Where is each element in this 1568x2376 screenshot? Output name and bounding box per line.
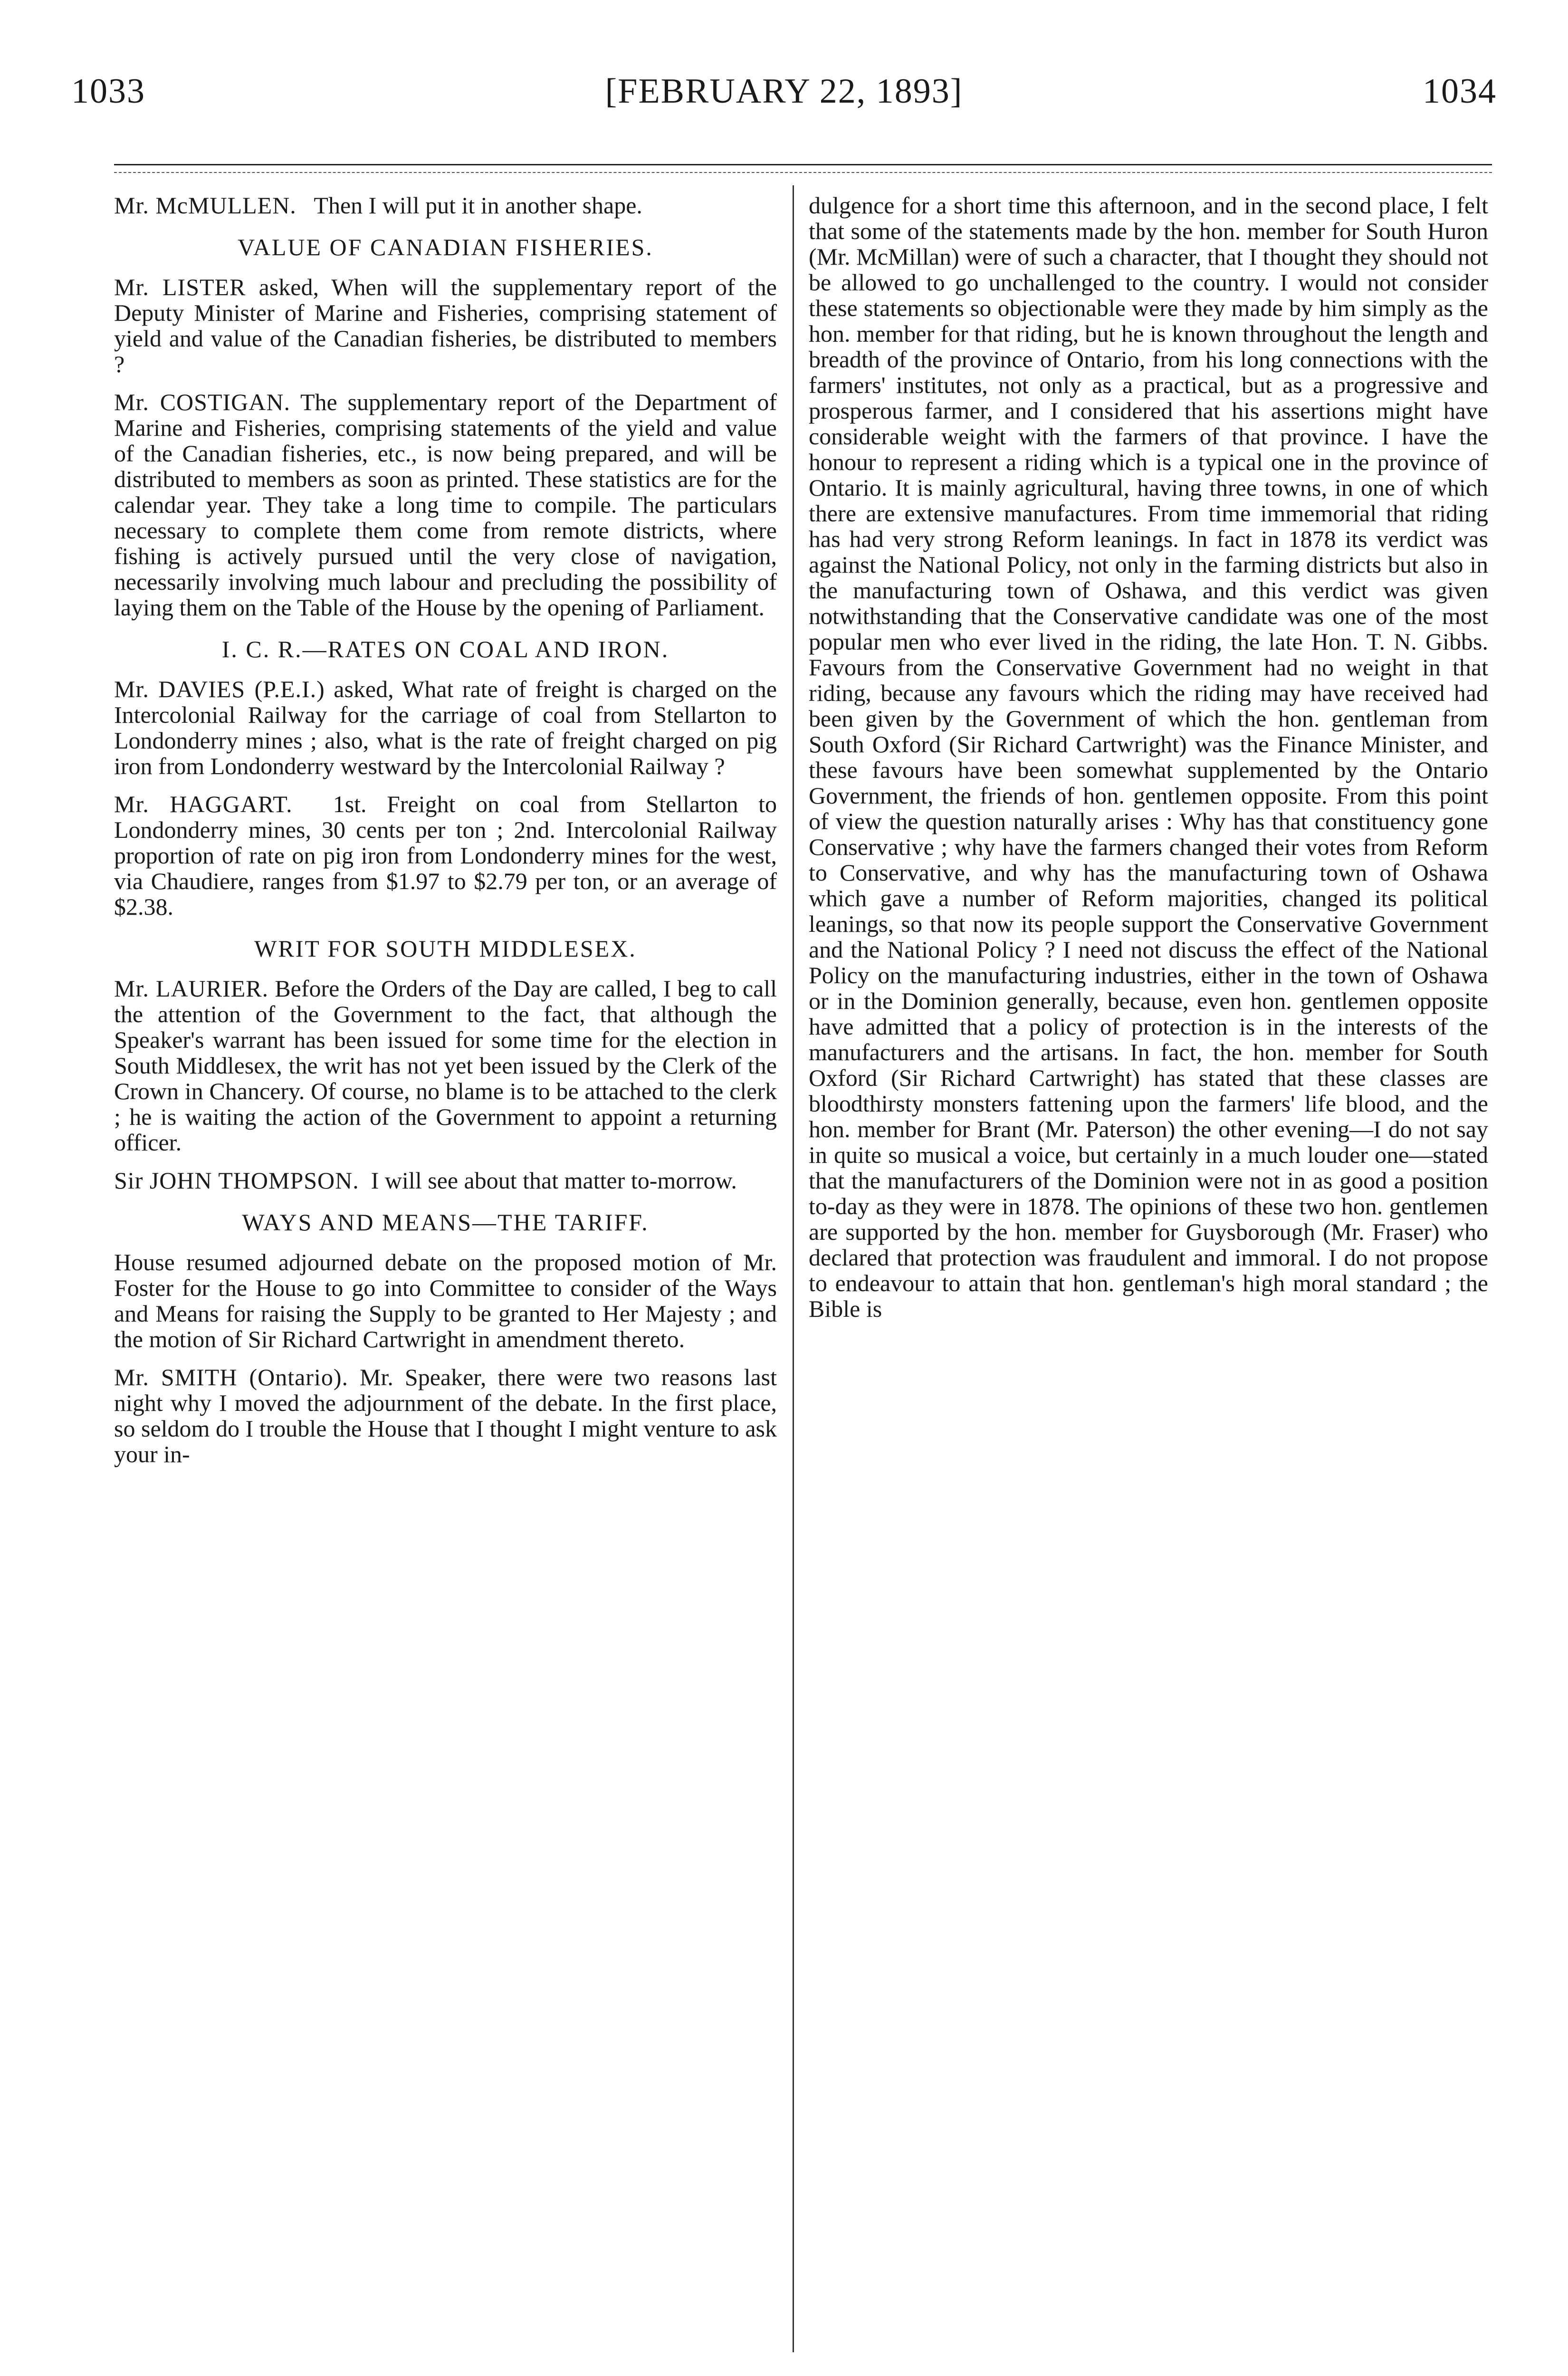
page-header xyxy=(71,71,1497,128)
speaker-name: Mr. HAGGART. xyxy=(114,791,293,817)
paragraph-smith-continued: dulgence for a short time this afternoon, and in the second place, I felt that some of the statements made by the hon. member for South Huron (Mr. McMillan) were of such a character, that I thought they should not be allowed to go unchallenged to the country. I would not consider these statements so objectionable were they made by him simply as the hon. member for that riding, but he is known throughout the length and breadth of the province of Ontario, from his long connections with the farmers' institutes, not only as a practical, but as a progressive and prosperous farmer, and I considered that his assertions might have considerable weight with the farmers of that province. I have the honour to represent a riding which is a typical one in the province of Ontario. It is mainly agricultural, having three towns, in one of which there are extensive manufactures. From time immemorial that riding has had very strong Reform leanings. In fact in 1878 its verdict was against the National Policy, not only in the farming districts but also in the manufacturing town of Oshawa, and this verdict was given notwithstanding that the Conservative candidate was one of the most popular men who ever lived in the riding, the late Hon. T. N. Gibbs. Favours from the Conservative Government had no weight in that riding, because any favours which the riding may have received had been given by the Government of which the hon. gentleman from South Oxford (Sir Richard Cartwright) was the Finance Minister, and these favours have been somewhat supplemented by the Ontario Government, the friends of hon. gentlemen opposite. From this point of view the question naturally arises : Why has that constituency gone Conservative ; why have the farmers changed their votes from Reform to Conservative, and why has the manufacturing town of Oshawa which gave a number of Reform majorities, changed its political leanings, so that now its people support the Conservative Government and the National Policy ? I need not discuss the effect of the National Policy on the manufacturing industries, either in the town of Oshawa or in the Dominion generally, because, even hon. gentlemen opposite have admitted that a policy of protection is in the interests of the manufacturers and the artisans. In fact, the hon. member for South Oxford (Sir Richard Cartwright) has stated that these classes are bloodthirsty monsters fattening upon the farmers' life blood, and the hon. member for Brant (Mr. Paterson) the other evening—I do not say in quite so musical a voice, but certainly in a much louder one—stated that the manufacturers of the Dominion were not in as good a position to-day as they were in 1878. The opinions of these two hon. gentlemen are supported by the hon. member for Guysborough (Mr. Fraser) who declared that protection was fraudulent and immoral. I do not propose to endeavour to attain that hon. gentleman's high moral standard ; the Bible is xyxy=(809,192,1488,1322)
section-heading-icr-rates: I. C. R.—RATES ON COAL AND IRON. xyxy=(221,636,669,662)
paragraph-text: Mr. Speaker, there were two reasons last night why I moved the adjournment of the debate. In the first place, so seldom do I trouble the House that I thought I might venture to ask your in- xyxy=(114,1364,777,1467)
speaker-name: Mr. McMULLEN. xyxy=(114,192,296,219)
speaker-name: Mr. COSTIGAN. xyxy=(114,389,290,415)
paragraph-smith xyxy=(114,1364,777,1467)
paragraph-text: asked, What rate of freight is charged on the Intercolonial Railway for the carriage of coal from Stellarton to Londonderry mines ; also, what is the rate of freight charged on pig iron from Londonderry westward by the Intercolonial Railway ? xyxy=(114,676,777,779)
paragraph-house-resumed xyxy=(114,1249,777,1352)
section-heading-fisheries: VALUE OF CANADIAN FISHERIES. xyxy=(238,234,653,260)
column-divider xyxy=(793,185,794,2352)
speaker-name: Sir JOHN THOMPSON. xyxy=(114,1167,359,1194)
speaker-name: Mr. DAVIES (P.E.I.) xyxy=(114,676,325,702)
speaker-name: Mr. SMITH (Ontario). xyxy=(114,1364,348,1390)
section-heading-writ: WRIT FOR SOUTH MIDDLESEX. xyxy=(254,935,637,962)
header-rule-dashed xyxy=(114,172,1492,173)
paragraph-text: asked, When will the supplementary report of the Deputy Minister of Marine and Fisheries, comprising statement of yield and value of the Canadian fisheries, be distributed to members ? xyxy=(114,274,777,377)
paragraph-text: 1st. Freight on coal from Stellarton to Londonderry mines, 30 cents per ton ; 2nd. Intercolonial Railway proportion of rate on pig iron from Londonderry mines for the west, via Chaudiere, ranges from $1.97 to $2.79 per ton, or an average of $2.38. xyxy=(114,791,777,920)
header-rule xyxy=(114,164,1492,165)
paragraph-text: House resumed adjourned debate on the proposed motion of Mr. Foster for the House to go into Committee to consider of the Ways and Means for raising the Supply to be granted to Her Majesty ; and the motion of Sir Richard Cartwright in amendment thereto. xyxy=(114,1249,777,1352)
speaker-name: Mr. LISTER xyxy=(114,274,246,300)
right-column xyxy=(809,192,1488,1322)
paragraph-text: The supplementary report of the Department of Marine and Fisheries, comprising statements of the yield and value of the Canadian fisheries, etc., is now being prepared, and will be distributed to members as soon as printed. These statistics are for the calendar year. They take a long time to compile. The particulars necessary to complete them come from remote districts, where fishing is actively pursued until the very close of navigation, necessarily involving much labour and precluding the possibility of laying them on the Table of the House by the opening of Parliament. xyxy=(114,389,777,621)
paragraph-text: Before the Orders of the Day are called, I beg to call the attention of the Government to the fact, that although the Speaker's warrant has been issued for some time for the election in South Middlesex, the writ has not yet been issued by the Clerk of the Crown in Chancery. Of course, no blame is to be attached to the clerk ; he is waiting the action of the Government to appoint a returning officer. xyxy=(114,975,777,1156)
paragraph-mcmullen xyxy=(114,192,777,218)
left-page-number: 1033 xyxy=(71,72,145,111)
right-page-number: 1034 xyxy=(1423,72,1497,111)
section-heading-ways-means: WAYS AND MEANS—THE TARIFF. xyxy=(242,1209,649,1236)
left-column xyxy=(114,192,777,1479)
paragraph-thompson xyxy=(114,1168,777,1193)
paragraph-text: Then I will put it in another shape. xyxy=(314,192,642,219)
paragraph-haggart xyxy=(114,791,777,920)
page-date: [FEBRUARY 22, 1893] xyxy=(605,72,963,111)
paragraph-laurier xyxy=(114,976,777,1155)
paragraph-costigan xyxy=(114,389,777,620)
paragraph-davies xyxy=(114,676,777,779)
paragraph-text: I will see about that matter to-morrow. xyxy=(371,1167,737,1194)
paragraph-lister xyxy=(114,274,777,377)
speaker-name: Mr. LAURIER. xyxy=(114,975,269,1002)
